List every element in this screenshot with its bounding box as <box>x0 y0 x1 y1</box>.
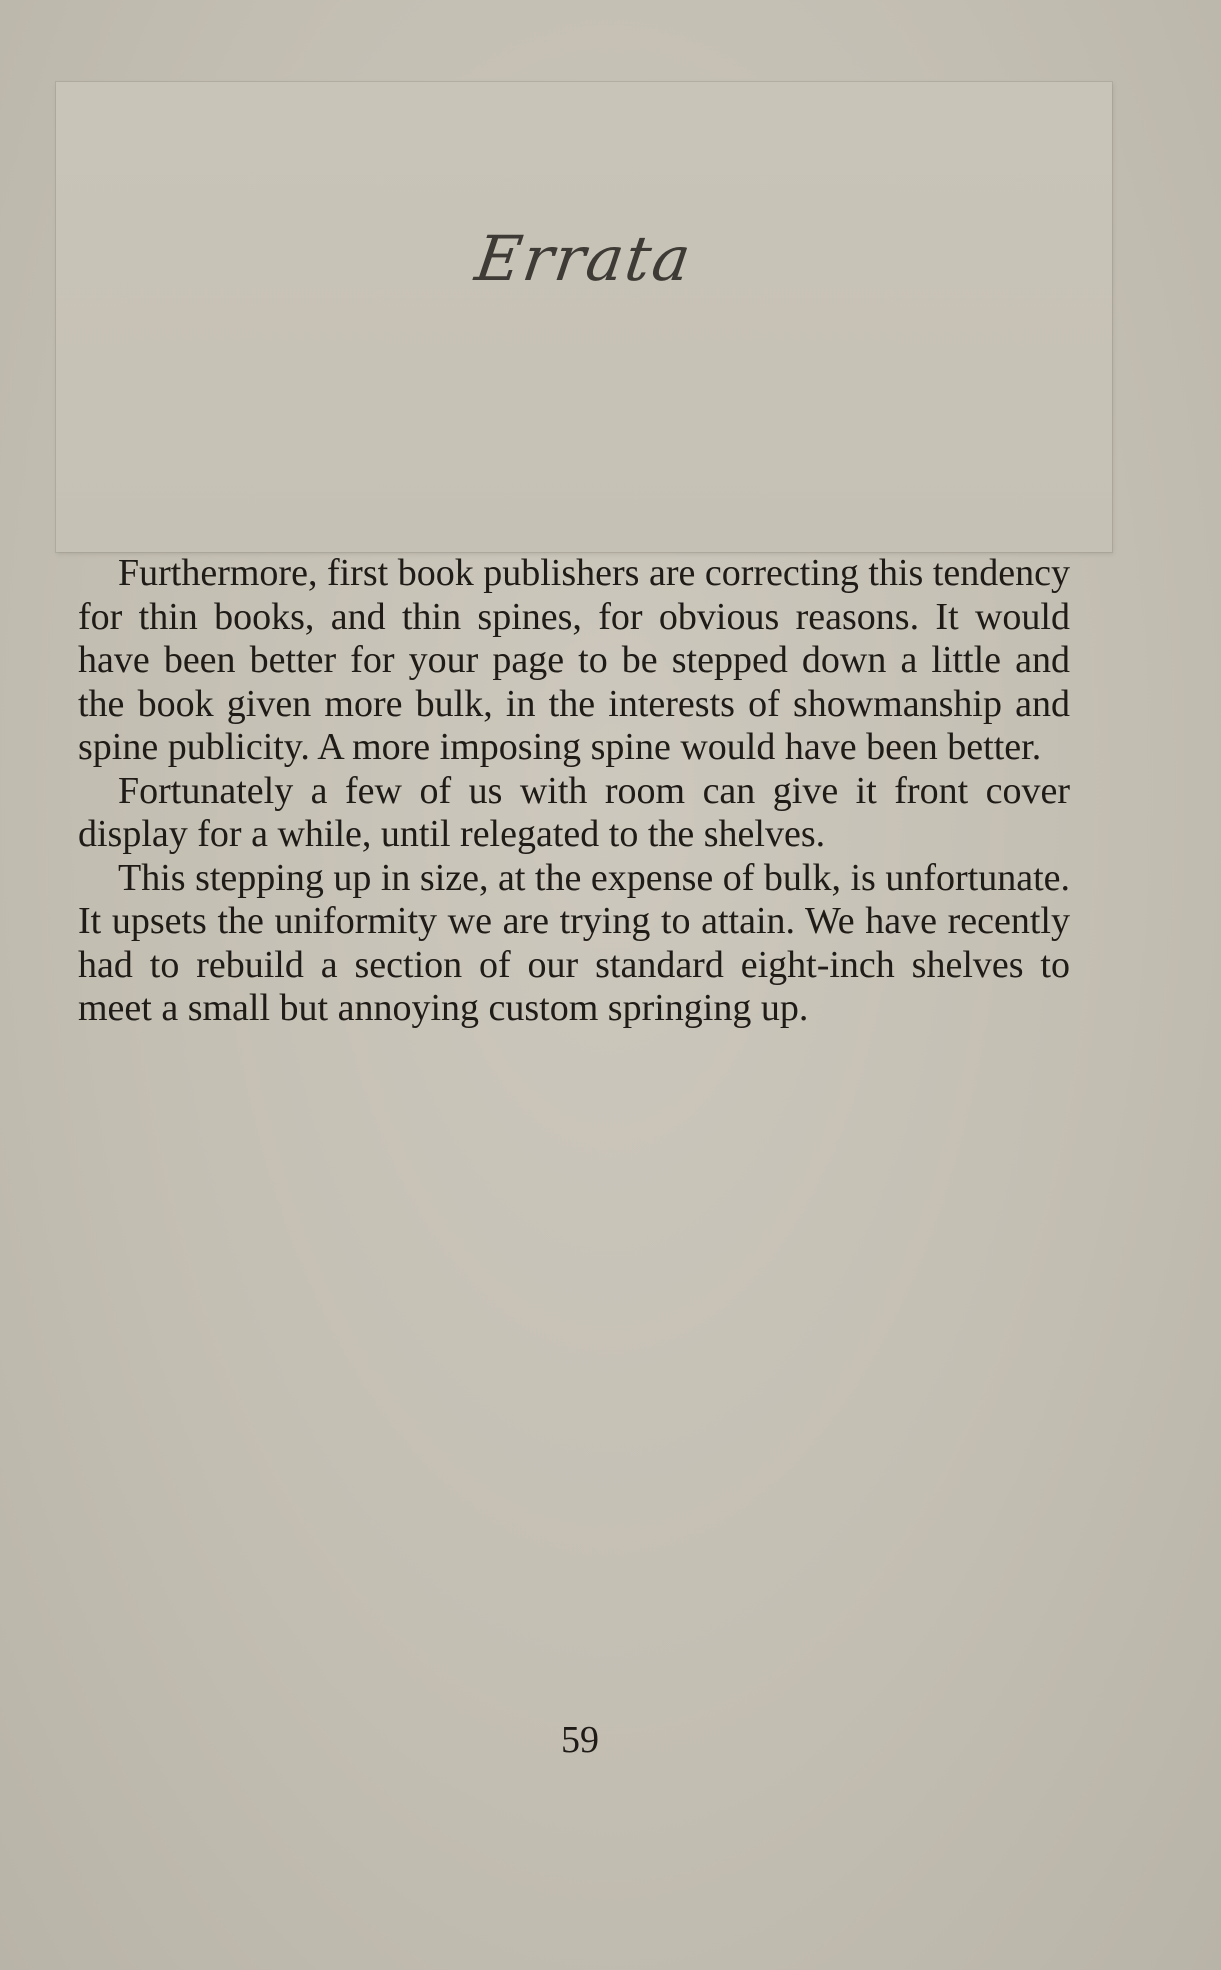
page-number: 59 <box>561 1719 599 1761</box>
errata-title: Errata <box>471 222 697 295</box>
body-text <box>78 552 1070 1031</box>
errata-slip <box>56 82 1112 552</box>
paragraph-2: Fortunately a few of us with room can give it front cover display for a while, until relegated to the shelves. <box>78 769 1070 855</box>
paragraph-3: This stepping up in size, at the expense of bulk, is unfortunate. It upsets the uniformity we are trying to attain. We have recently had to rebuild a section of our standard eight-inch shelves to meet a small but annoying custom springing up. <box>78 856 1070 1029</box>
paragraph-1: Furthermore, first book publishers are correcting this tendency for thin books, and thin spines, for obvious reasons. It would have been better for your page to be stepped down a little and the book given more bulk, in the interests of showmanship and spine publicity. A more imposing spine would have been better. <box>78 552 1070 768</box>
